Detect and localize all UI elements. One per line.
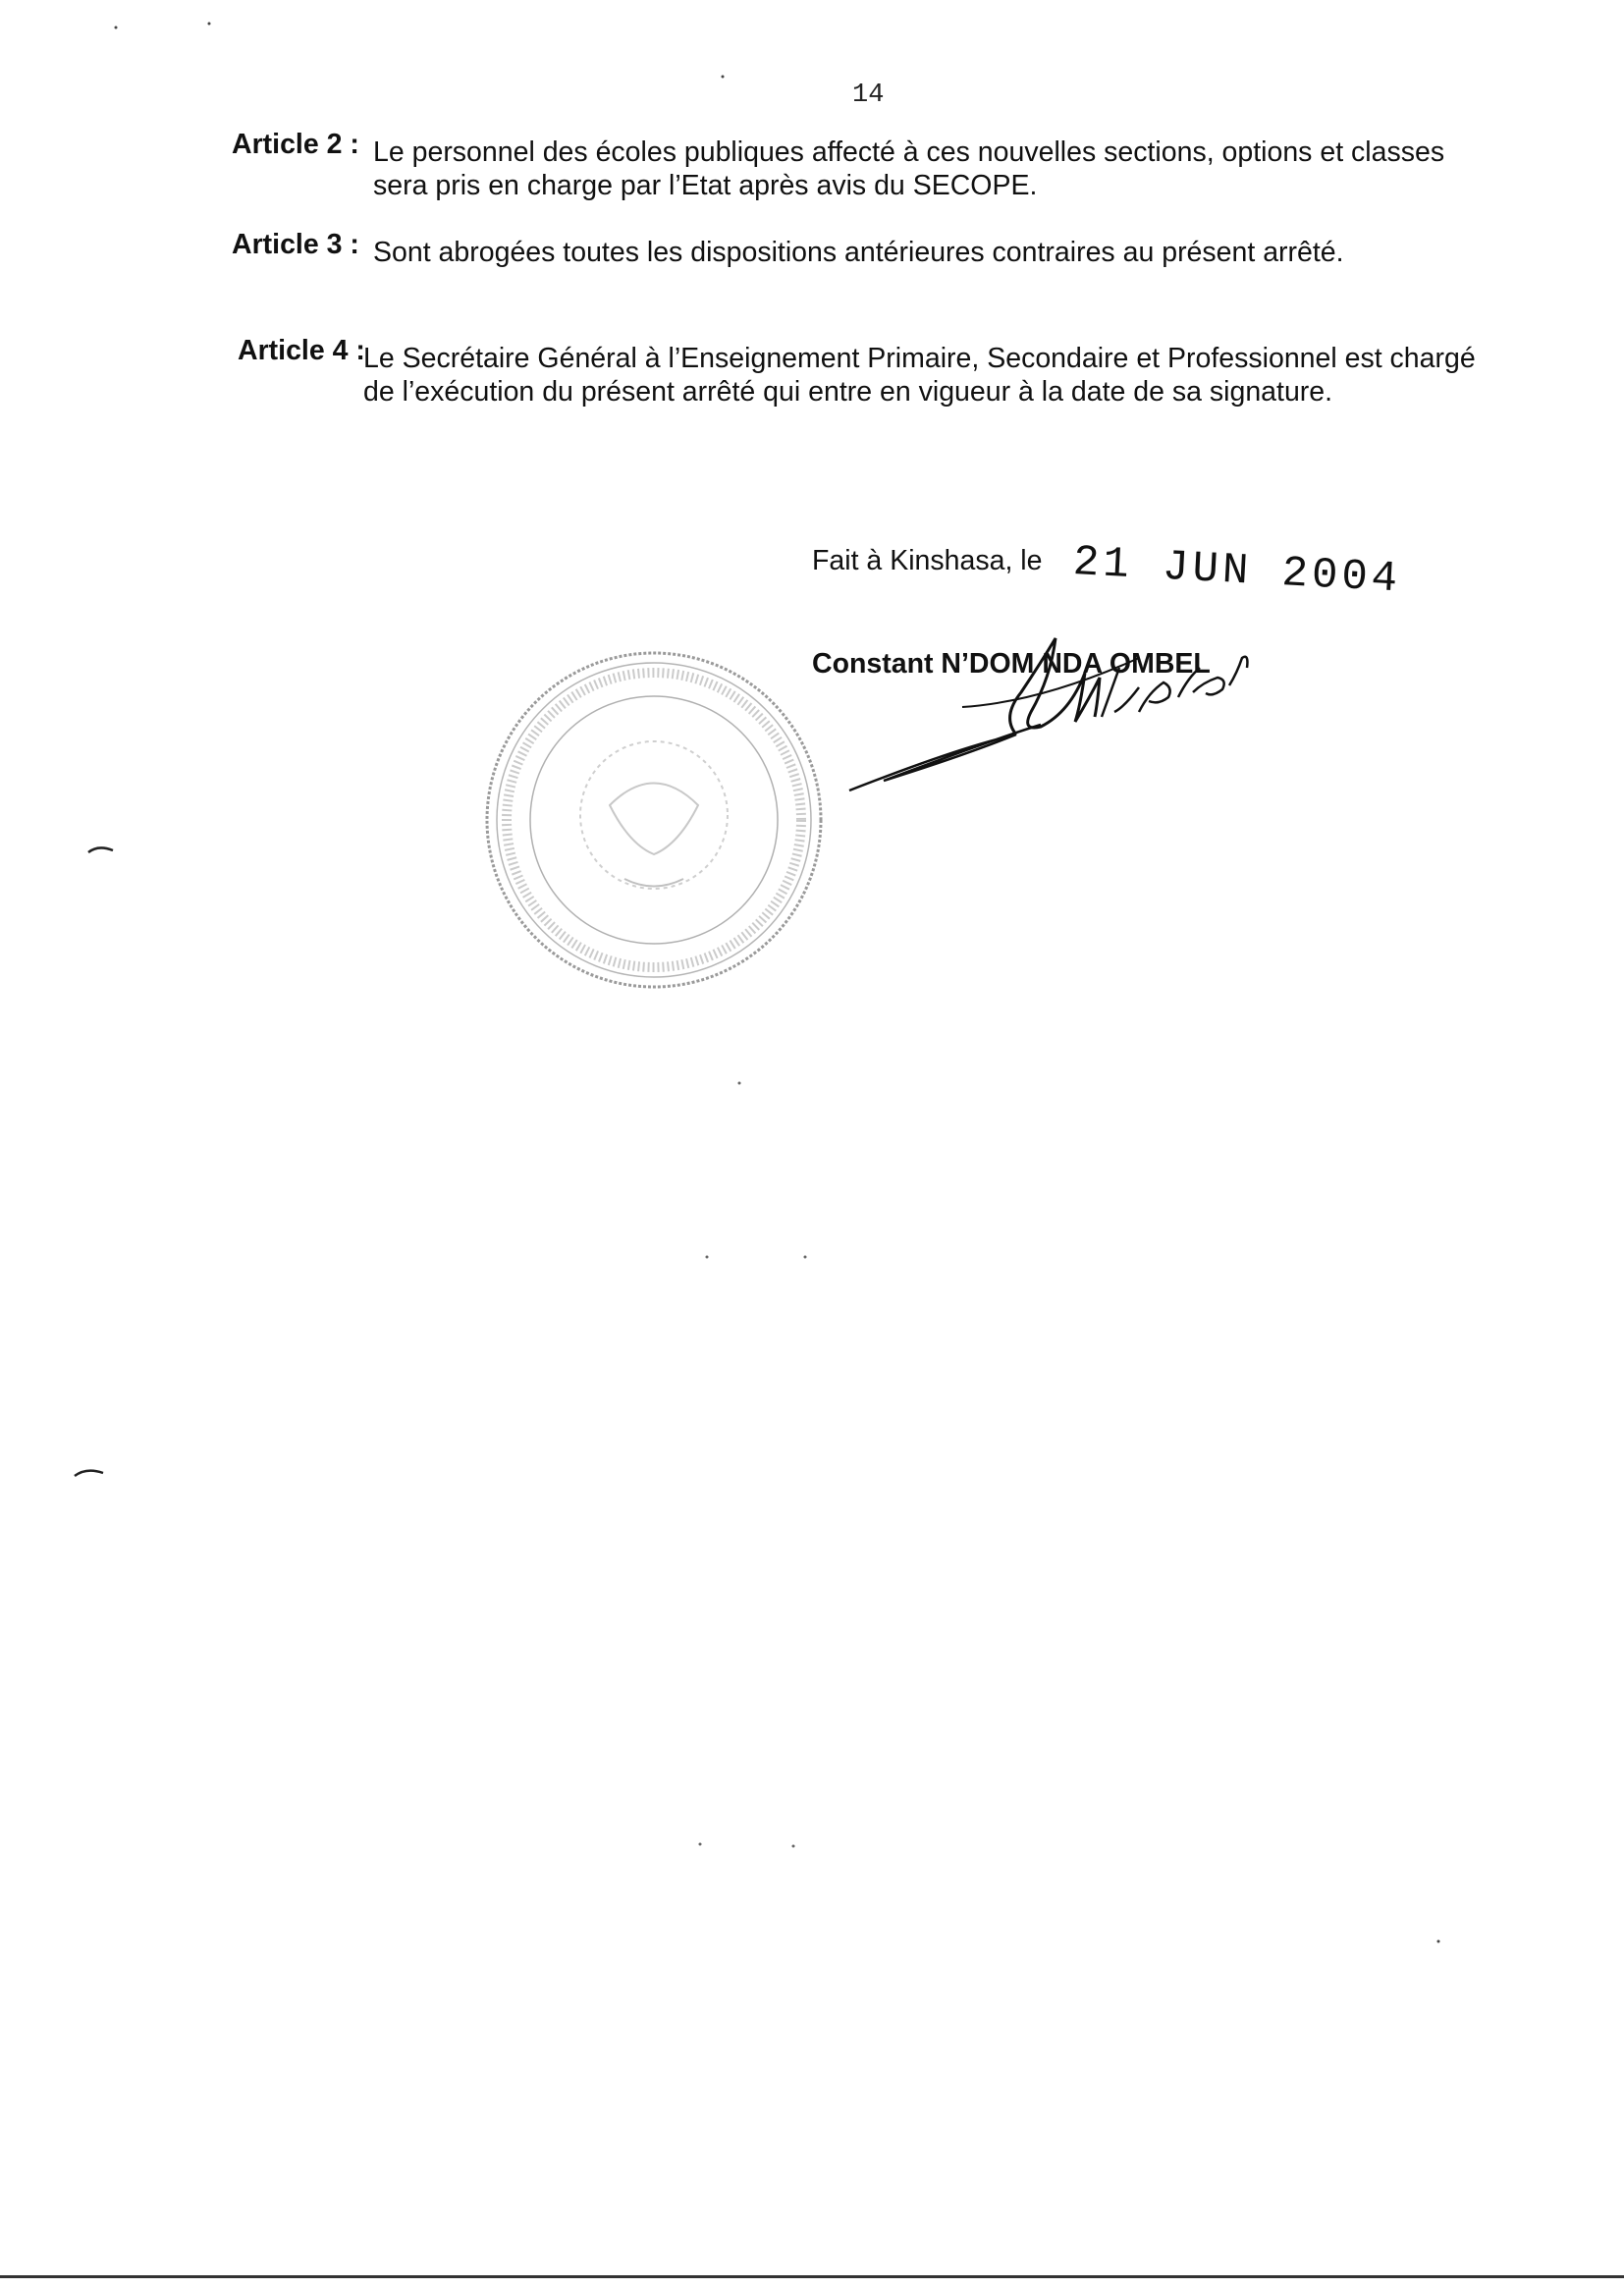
article-text: Le Secrétaire Général à l’Enseignement Primaire, Secondaire et Professionnel est chargé de l’exécution du présent arrêté qui entre en vigueur à la date de sa signature. (363, 343, 1476, 408)
article-label: Article 2 : (232, 129, 359, 160)
article-text: Le personnel des écoles publiques affecté à ces nouvelles sections, options et classes sera pris en charge par l’Etat après avis du SECOPE. (373, 136, 1445, 201)
article-text: Sont abrogées toutes les dispositions antérieures contraires au présent arrêté. (373, 237, 1344, 268)
stamped-date: 21 JUN 2004 (1071, 538, 1403, 605)
page-number: 14 (852, 81, 885, 110)
place-date-line: Fait à Kinshasa, le (812, 545, 1043, 576)
signatory-name: Constant N’DOM NDA OMBEL (812, 648, 1211, 680)
article-label: Article 3 : (232, 229, 359, 260)
article-label: Article 4 : (238, 335, 365, 366)
bottom-rule (0, 2275, 1624, 2278)
